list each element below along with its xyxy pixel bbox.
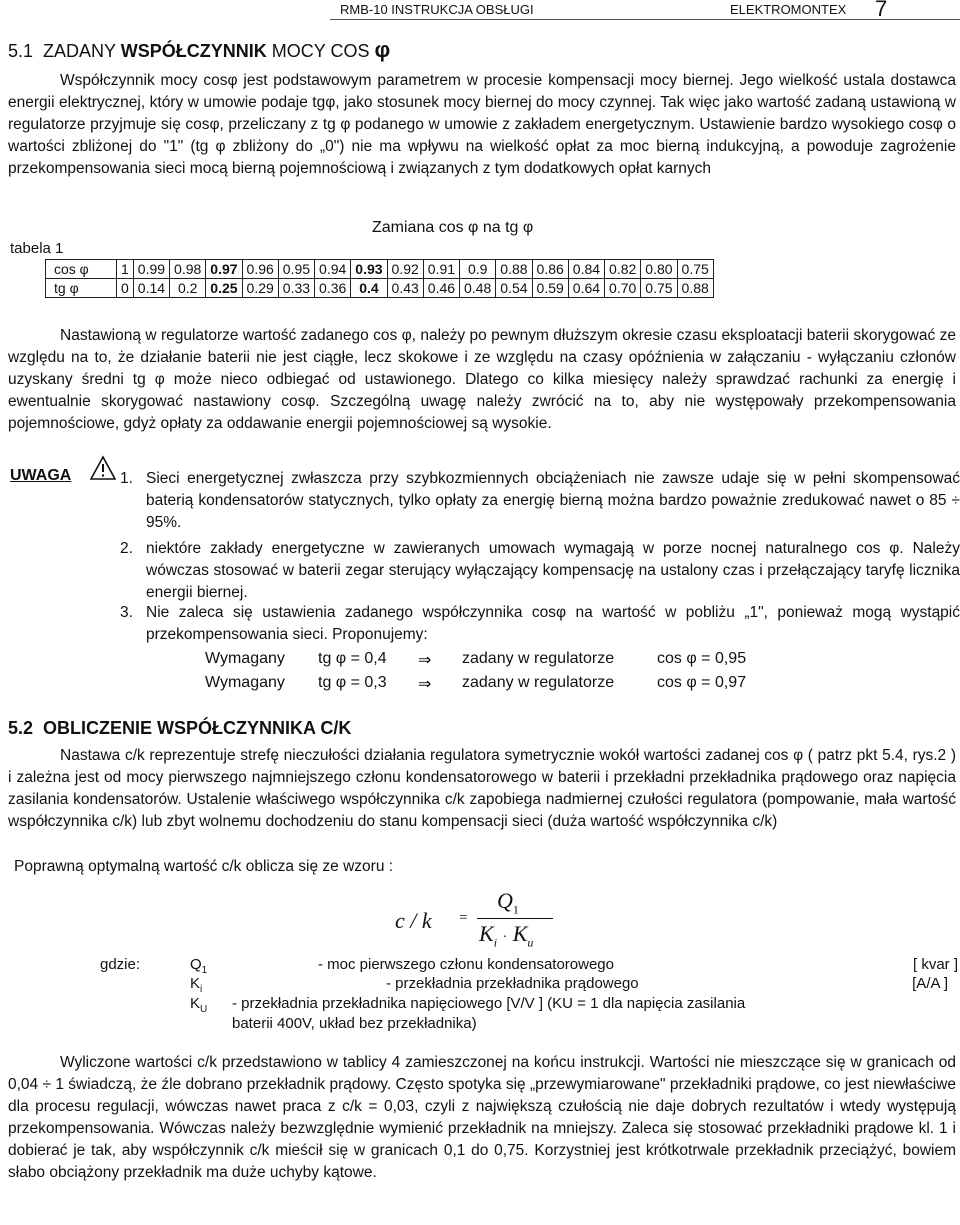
table-row: [46, 279, 714, 298]
table-cell: 0: [117, 279, 134, 298]
header-brand: ELEKTROMONTEX: [730, 2, 847, 17]
row-label: cos φ: [46, 260, 117, 279]
table-cell: 0.95: [278, 260, 314, 279]
fraction-bar: [477, 918, 553, 919]
header-rule: [330, 19, 960, 20]
warning-item-1: 1. Sieci energetycznej zwłaszcza przy szybkozmiennych obciążeniach nie zawsze udaje się w pełni skompensować baterią kondensatorów statycznych, tylko opłaty za energię bierną można bardzo poważnie zredukować nawet o 85 ÷ 95%.: [120, 470, 960, 531]
after-table-paragraph: Nastawioną w regulatorze wartość zadanego cos φ, należy po pewnym dłuższym okresie czasu eksploatacji baterii skorygować ze względu na to, że działanie baterii nie jest ciągłe, lecz skokowe i ze względu na czasy opóźnienia w załączaniu - wyłączaniu członów uzyskany średni tg φ może nieco odbiegać od ustawionego. Dlatego co kilka miesięcy należy sprawdzać rachunki za energię i ewentualnie skorygować nastawiony cosφ. Szczególną uwagę należy zwrócić na to, aby nie występowały przekompensowania pojemnościowe, gdyż opłaty za oddawanie energii pojemnościowej są wysokie.: [8, 327, 956, 432]
table-cell: 0.64: [568, 279, 604, 298]
implies-arrow-icon: ⇒: [418, 676, 432, 693]
table-caption: Zamiana cos φ na tg φ: [372, 219, 534, 236]
table-cell: 0.14: [133, 279, 169, 298]
ck-formula: c / k = $Q_1$ $K_i \cdot K_u$: [415, 888, 555, 958]
warning-item-3: 3. Nie zaleca się ustawienia zadanego współczynnika cosφ na wartość w pobliżu „1", ponieważ mogą wystąpić przekompensowania sieci. Proponujemy:: [120, 604, 960, 643]
row-label: tg φ: [46, 279, 117, 298]
table-row: [46, 260, 714, 279]
table-cell: 0.29: [242, 279, 278, 298]
table-cell: 0.70: [605, 279, 641, 298]
table-cell: 0.92: [387, 260, 423, 279]
warning-item-2: 2. niektóre zakłady energetyczne w zawieranych umowach wymagają w porze nocnej naturalnego cos φ. Należy wówczas stosować w baterii zegar sterujący wyłączający kompensację na ustalony czas i przełączający taryfę licznika energii biernej.: [120, 540, 960, 601]
table-cell: 0.46: [423, 279, 459, 298]
section-5-2-heading: 5.2 OBLICZENIE WSPÓŁCZYNNIKA C/K: [8, 718, 352, 738]
table-cell: 0.43: [387, 279, 423, 298]
def-row: $Q_1$ - moc pierwszego członu kondensatorowego [ kvar ]: [190, 956, 958, 976]
page-number: 7: [875, 0, 888, 21]
table-cell: 0.93: [351, 260, 387, 279]
table-cell: 0.9: [460, 260, 496, 279]
table-cell: 0.2: [170, 279, 206, 298]
closing-paragraph: Wyliczone wartości c/k przedstawiono w tablicy 4 zamieszczonej na końcu instrukcji. Wartości nie mieszczące się w granicach od 0,04 ÷ 1 świadczą, że źle dobrano przekładnik prądowy. Często spotyka się „przewymiarowane" przekładniki prądowe, co jest niewłaściwe dla procesu regulacji, wówczas nawet praca z c/k = 0,03, czyli z największą czułością nie daje dobrych rezultatów i wtedy występują przekompensowania. Wówczas należy bezwzględnie wymienić przekładnik na mniejszy. Zaleca się stosować przekładniki prądowe kl. 1 i dobierać je tak, aby współczynnik c/k mieścił się w granicach 0,1 do 0,75. Korzystniej jest krótkotrwale przekładnik przeciążyć, bowiem słabo obciążony przekładnik ma duże uchyby kątowe.: [8, 1054, 956, 1181]
table-cell: 0.98: [170, 260, 206, 279]
table-cell: 0.36: [315, 279, 351, 298]
defs-label: gdzie:: [100, 956, 141, 973]
table-cell: 0.33: [278, 279, 314, 298]
intro-paragraph: Współczynnik mocy cosφ jest podstawowym parametrem w procesie kompensacji mocy biernej. Jego wielkość ustala dostawca energii elektrycznej, który w umowie podaje tgφ, jako stosunek mocy biernej do mocy czynnej. Tak więc jako wartość zadaną ustawioną w regulatorze przyjmuje się cosφ, przeliczany z tg φ podanego w umowie z zakładem energetycznym. Ustawienie bardzo wysokiego cosφ o wartości zbliżonej do "1" (tg φ zbliżony do „0") nie ma wpływu na wielkość opłat za moc bierną indukcyjną, a powoduje zagrożenie przekompensowania sieci mocą bierną pojemnościową i związanych z tym dodatkowych opłat karnych: [8, 72, 956, 177]
table-cell: 0.48: [460, 279, 496, 298]
table-cell: 0.97: [206, 260, 242, 279]
section-5-2-paragraph: Nastawa c/k reprezentuje strefę nieczułości działania regulatora symetrycznie wokół wartości zadanej cos φ ( patrz pkt 5.4, rys.2 ) i zależna jest od mocy pierwszego najmniejszego członu kondensatorowego w baterii i przekładni przekładnika prądowego oraz napięcia zasilania kondensatorów. Ustalenie właściwego współczynnika c/k zapobiega nadmiernej czułości regulatora (pompowanie, mała wartość współczynnika c/k) lub zbyt wolnemu dochodzeniu do stanu kompensacji sieci (duża wartość współczynnika c/k): [8, 747, 956, 830]
table-cell: 0.86: [532, 260, 568, 279]
table-cell: 0.99: [133, 260, 169, 279]
table-cell: 0.54: [496, 279, 532, 298]
table-label: tabela 1: [10, 240, 64, 257]
table-cell: 0.88: [677, 279, 713, 298]
def-row: $K_i$ - przekładnia przekładnika prądowego [A/A ]: [190, 975, 948, 995]
table-cell: 0.25: [206, 279, 242, 298]
table-cell: 0.80: [641, 260, 677, 279]
table-cell: 0.94: [315, 260, 351, 279]
table-cell: 0.88: [496, 260, 532, 279]
formula-intro: Poprawną optymalną wartość c/k oblicza się ze wzoru :: [14, 858, 394, 875]
table-cell: 0.91: [423, 260, 459, 279]
warning-triangle-icon: [90, 455, 116, 481]
implies-arrow-icon: ⇒: [418, 652, 432, 669]
table-cell: 0.84: [568, 260, 604, 279]
cos-tg-table: [45, 259, 714, 298]
header-title: RMB-10 INSTRUKCJA OBSŁUGI: [340, 2, 534, 17]
table-cell: 0.75: [677, 260, 713, 279]
table-cell: 1: [117, 260, 134, 279]
table-cell: 0.59: [532, 279, 568, 298]
section-5-1-heading: 5.1 ZADANY WSPÓŁCZYNNIK MOCY COS φ: [8, 37, 391, 62]
table-cell: 0.75: [641, 279, 677, 298]
table-cell: 0.96: [242, 260, 278, 279]
def-row: $K_U$ - przekładnia przekładnika napięciowego [V/V ] (KU = 1 dla napięcia zasilania baterii 400V, układ bez przekładnika): [190, 995, 746, 1032]
table-cell: 0.82: [605, 260, 641, 279]
table-cell: 0.4: [351, 279, 387, 298]
page-header: [0, 0, 960, 26]
warning-label: UWAGA: [10, 467, 72, 484]
